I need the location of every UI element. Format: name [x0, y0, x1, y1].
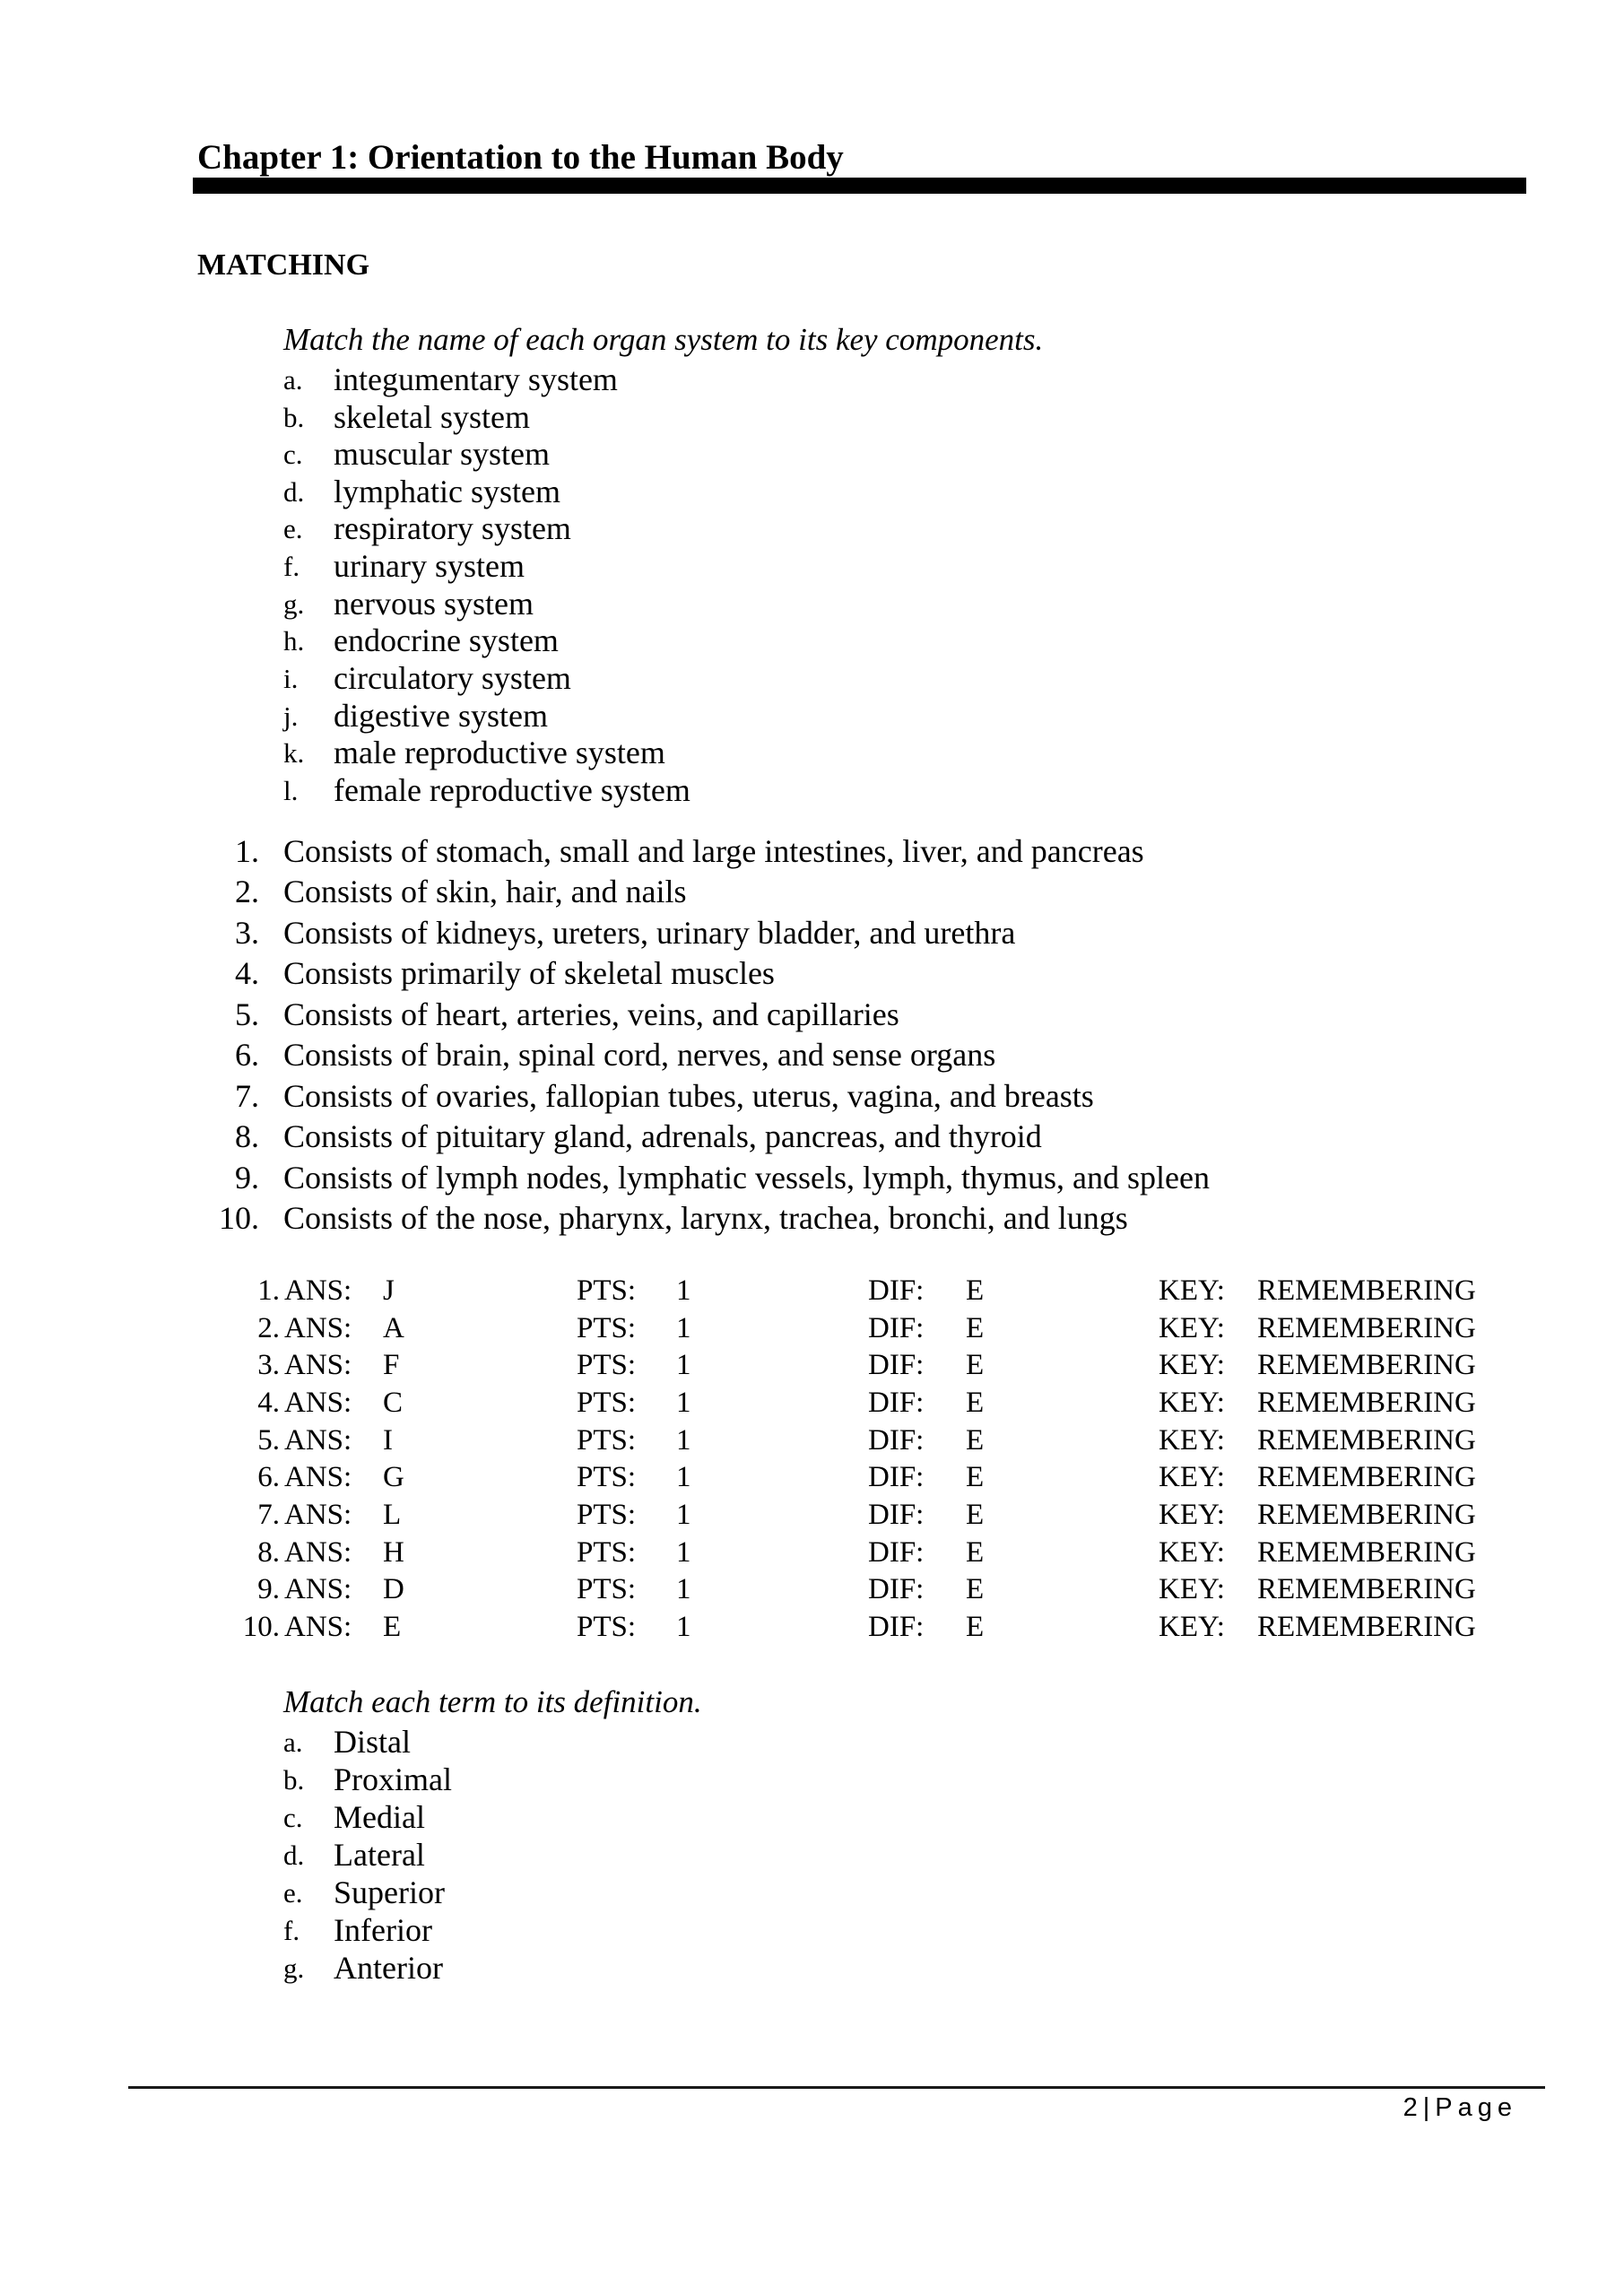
- option-letter: b.: [283, 1764, 305, 1796]
- answer-row: [0, 1575, 1624, 1613]
- ans-label: ANS:: [284, 1611, 352, 1643]
- dif-label: DIF:: [868, 1387, 925, 1419]
- question-number: 6.: [235, 1037, 259, 1073]
- answer-number: 8.: [257, 1536, 280, 1569]
- answer-row: [0, 1463, 1624, 1500]
- dif-label: DIF:: [868, 1499, 925, 1531]
- option-letter: a.: [283, 364, 303, 396]
- question-text: Consists of the nose, pharynx, larynx, trachea, bronchi, and lungs: [283, 1200, 1128, 1236]
- pts-value: 1: [676, 1312, 691, 1344]
- answer-number: 9.: [257, 1573, 280, 1605]
- key-label: KEY:: [1159, 1499, 1225, 1531]
- question-item: [0, 1161, 1624, 1202]
- question-item: [0, 957, 1624, 997]
- key-value: REMEMBERING: [1257, 1611, 1476, 1643]
- key-label: KEY:: [1159, 1312, 1225, 1344]
- answer-row: [0, 1500, 1624, 1538]
- question-number: 7.: [235, 1078, 259, 1114]
- answer-row: [0, 1613, 1624, 1650]
- pts-value: 1: [676, 1274, 691, 1307]
- answer-number: 2.: [257, 1312, 280, 1344]
- ans-label: ANS:: [284, 1274, 352, 1307]
- option-text: muscular system: [334, 436, 550, 472]
- answer-number: 3.: [257, 1349, 280, 1381]
- option-text: female reproductive system: [334, 772, 690, 808]
- matching-2-instruction: Match each term to its definition.: [283, 1684, 702, 1719]
- ans-label: ANS:: [284, 1387, 352, 1419]
- key-value: REMEMBERING: [1257, 1312, 1476, 1344]
- dif-value: E: [966, 1424, 985, 1457]
- option-letter: d.: [283, 476, 305, 508]
- question-number: 3.: [235, 915, 259, 951]
- question-text: Consists primarily of skeletal muscles: [283, 955, 775, 991]
- dif-value: E: [966, 1387, 985, 1419]
- option-letter: k.: [283, 737, 305, 769]
- pts-value: 1: [676, 1349, 691, 1381]
- answer-row: [0, 1538, 1624, 1576]
- ans-value: F: [383, 1349, 400, 1381]
- option-item: [0, 363, 1624, 401]
- answer-number: 10.: [242, 1611, 280, 1643]
- option-item: [0, 587, 1624, 625]
- dif-label: DIF:: [868, 1611, 925, 1643]
- pts-value: 1: [676, 1499, 691, 1531]
- ans-value: J: [383, 1274, 395, 1307]
- key-value: REMEMBERING: [1257, 1387, 1476, 1419]
- pts-label: PTS:: [577, 1349, 637, 1381]
- answer-number: 4.: [257, 1387, 280, 1419]
- ans-value: D: [383, 1573, 404, 1605]
- option-text: Medial: [334, 1799, 425, 1835]
- pts-label: PTS:: [577, 1573, 637, 1605]
- pts-label: PTS:: [577, 1611, 637, 1643]
- question-number: 10.: [219, 1200, 259, 1236]
- answer-number: 7.: [257, 1499, 280, 1531]
- dif-label: DIF:: [868, 1461, 925, 1493]
- question-item: [0, 1039, 1624, 1079]
- option-item: [0, 624, 1624, 662]
- pts-label: PTS:: [577, 1499, 637, 1531]
- question-text: Consists of stomach, small and large intestines, liver, and pancreas: [283, 833, 1144, 869]
- option-letter: c.: [283, 1802, 303, 1833]
- answer-row: [0, 1426, 1624, 1464]
- pts-value: 1: [676, 1536, 691, 1569]
- ans-value: I: [383, 1424, 393, 1457]
- question-number: 9.: [235, 1160, 259, 1196]
- dif-value: E: [966, 1573, 985, 1605]
- option-text: male reproductive system: [334, 735, 665, 770]
- question-item: [0, 875, 1624, 916]
- option-item: [0, 401, 1624, 439]
- option-text: integumentary system: [334, 361, 618, 397]
- pts-label: PTS:: [577, 1536, 637, 1569]
- key-value: REMEMBERING: [1257, 1573, 1476, 1605]
- pts-label: PTS:: [577, 1312, 637, 1344]
- option-item: [0, 512, 1624, 550]
- question-text: Consists of brain, spinal cord, nerves, and sense organs: [283, 1037, 996, 1073]
- option-text: urinary system: [334, 548, 525, 584]
- option-text: endocrine system: [334, 622, 559, 658]
- question-item: [0, 835, 1624, 875]
- dif-value: E: [966, 1611, 985, 1643]
- ans-value: H: [383, 1536, 404, 1569]
- question-number: 2.: [235, 874, 259, 909]
- ans-label: ANS:: [284, 1424, 352, 1457]
- ans-label: ANS:: [284, 1573, 352, 1605]
- option-letter: g.: [283, 588, 305, 620]
- ans-value: L: [383, 1499, 402, 1531]
- dif-value: E: [966, 1312, 985, 1344]
- dif-label: DIF:: [868, 1274, 925, 1307]
- key-label: KEY:: [1159, 1424, 1225, 1457]
- answer-number: 5.: [257, 1424, 280, 1457]
- ans-label: ANS:: [284, 1312, 352, 1344]
- section-heading: MATCHING: [197, 248, 370, 282]
- key-value: REMEMBERING: [1257, 1349, 1476, 1381]
- key-label: KEY:: [1159, 1274, 1225, 1307]
- option-item: [0, 438, 1624, 475]
- pts-value: 1: [676, 1573, 691, 1605]
- option-item: [0, 1952, 1624, 1989]
- matching-1-instruction: Match the name of each organ system to its key components.: [283, 322, 1044, 357]
- key-label: KEY:: [1159, 1387, 1225, 1419]
- question-item: [0, 1080, 1624, 1120]
- pts-label: PTS:: [577, 1424, 637, 1457]
- question-item: [0, 998, 1624, 1039]
- option-letter: f.: [283, 1915, 300, 1946]
- option-item: [0, 1839, 1624, 1876]
- question-text: Consists of skin, hair, and nails: [283, 874, 687, 909]
- question-text: Consists of lymph nodes, lymphatic vessels, lymph, thymus, and spleen: [283, 1160, 1210, 1196]
- ans-value: C: [383, 1387, 404, 1419]
- option-text: circulatory system: [334, 660, 571, 696]
- key-value: REMEMBERING: [1257, 1424, 1476, 1457]
- key-value: REMEMBERING: [1257, 1461, 1476, 1493]
- pts-value: 1: [676, 1424, 691, 1457]
- option-text: skeletal system: [334, 399, 530, 435]
- key-label: KEY:: [1159, 1536, 1225, 1569]
- option-item: [0, 736, 1624, 774]
- answer-number: 6.: [257, 1461, 280, 1493]
- key-label: KEY:: [1159, 1573, 1225, 1605]
- option-item: [0, 550, 1624, 587]
- dif-label: DIF:: [868, 1312, 925, 1344]
- ans-label: ANS:: [284, 1536, 352, 1569]
- key-value: REMEMBERING: [1257, 1274, 1476, 1307]
- option-letter: h.: [283, 625, 305, 657]
- pts-label: PTS:: [577, 1461, 637, 1493]
- option-text: nervous system: [334, 586, 534, 622]
- key-label: KEY:: [1159, 1611, 1225, 1643]
- option-letter: i.: [283, 663, 299, 694]
- option-item: [0, 1726, 1624, 1763]
- chapter-title: Chapter 1: Orientation to the Human Body: [197, 138, 844, 177]
- option-text: Anterior: [334, 1950, 443, 1986]
- question-number: 8.: [235, 1118, 259, 1154]
- dif-value: E: [966, 1499, 985, 1531]
- option-letter: a.: [283, 1726, 303, 1758]
- option-letter: g.: [283, 1952, 305, 1984]
- dif-label: DIF:: [868, 1573, 925, 1605]
- question-number: 1.: [235, 833, 259, 869]
- option-letter: d.: [283, 1839, 305, 1871]
- pts-value: 1: [676, 1461, 691, 1493]
- option-letter: f.: [283, 551, 300, 582]
- option-letter: l.: [283, 775, 299, 806]
- question-text: Consists of pituitary gland, adrenals, pancreas, and thyroid: [283, 1118, 1042, 1154]
- key-label: KEY:: [1159, 1349, 1225, 1381]
- question-text: Consists of heart, arteries, veins, and capillaries: [283, 996, 899, 1032]
- pts-value: 1: [676, 1387, 691, 1419]
- ans-label: ANS:: [284, 1499, 352, 1531]
- option-item: [0, 700, 1624, 737]
- pts-label: PTS:: [577, 1387, 637, 1419]
- dif-label: DIF:: [868, 1424, 925, 1457]
- option-letter: e.: [283, 1877, 303, 1909]
- question-item: [0, 917, 1624, 957]
- ans-value: G: [383, 1461, 404, 1493]
- key-value: REMEMBERING: [1257, 1499, 1476, 1531]
- option-item: [0, 475, 1624, 513]
- pts-value: 1: [676, 1611, 691, 1643]
- option-letter: j.: [283, 700, 299, 732]
- option-text: Superior: [334, 1874, 445, 1910]
- footer-rule: [128, 2086, 1545, 2089]
- option-item: [0, 774, 1624, 812]
- title-rule: [193, 178, 1526, 194]
- dif-value: E: [966, 1536, 985, 1569]
- page-number: 2|Page: [1403, 2093, 1517, 2122]
- option-item: [0, 1876, 1624, 1914]
- dif-value: E: [966, 1349, 985, 1381]
- question-number: 4.: [235, 955, 259, 991]
- key-value: REMEMBERING: [1257, 1536, 1476, 1569]
- option-text: respiratory system: [334, 510, 571, 546]
- dif-value: E: [966, 1274, 985, 1307]
- question-number: 5.: [235, 996, 259, 1032]
- ans-value: A: [383, 1312, 404, 1344]
- ans-label: ANS:: [284, 1461, 352, 1493]
- answer-row: [0, 1351, 1624, 1388]
- pts-label: PTS:: [577, 1274, 637, 1307]
- option-item: [0, 1763, 1624, 1801]
- option-item: [0, 1801, 1624, 1839]
- question-text: Consists of kidneys, ureters, urinary bladder, and urethra: [283, 915, 1016, 951]
- question-item: [0, 1120, 1624, 1161]
- option-text: Lateral: [334, 1837, 425, 1873]
- option-item: [0, 1914, 1624, 1952]
- question-item: [0, 1202, 1624, 1242]
- ans-value: E: [383, 1611, 402, 1643]
- answer-row: [0, 1314, 1624, 1352]
- option-letter: e.: [283, 513, 303, 544]
- answer-row: [0, 1388, 1624, 1426]
- option-item: [0, 662, 1624, 700]
- ans-label: ANS:: [284, 1349, 352, 1381]
- option-text: lymphatic system: [334, 474, 560, 509]
- option-letter: c.: [283, 439, 303, 470]
- dif-value: E: [966, 1461, 985, 1493]
- option-text: Proximal: [334, 1761, 452, 1797]
- question-text: Consists of ovaries, fallopian tubes, uterus, vagina, and breasts: [283, 1078, 1094, 1114]
- answer-number: 1.: [257, 1274, 280, 1307]
- key-label: KEY:: [1159, 1461, 1225, 1493]
- dif-label: DIF:: [868, 1349, 925, 1381]
- answer-row: [0, 1276, 1624, 1314]
- option-text: digestive system: [334, 698, 548, 734]
- option-letter: b.: [283, 402, 305, 433]
- option-text: Distal: [334, 1724, 411, 1760]
- dif-label: DIF:: [868, 1536, 925, 1569]
- option-text: Inferior: [334, 1912, 432, 1948]
